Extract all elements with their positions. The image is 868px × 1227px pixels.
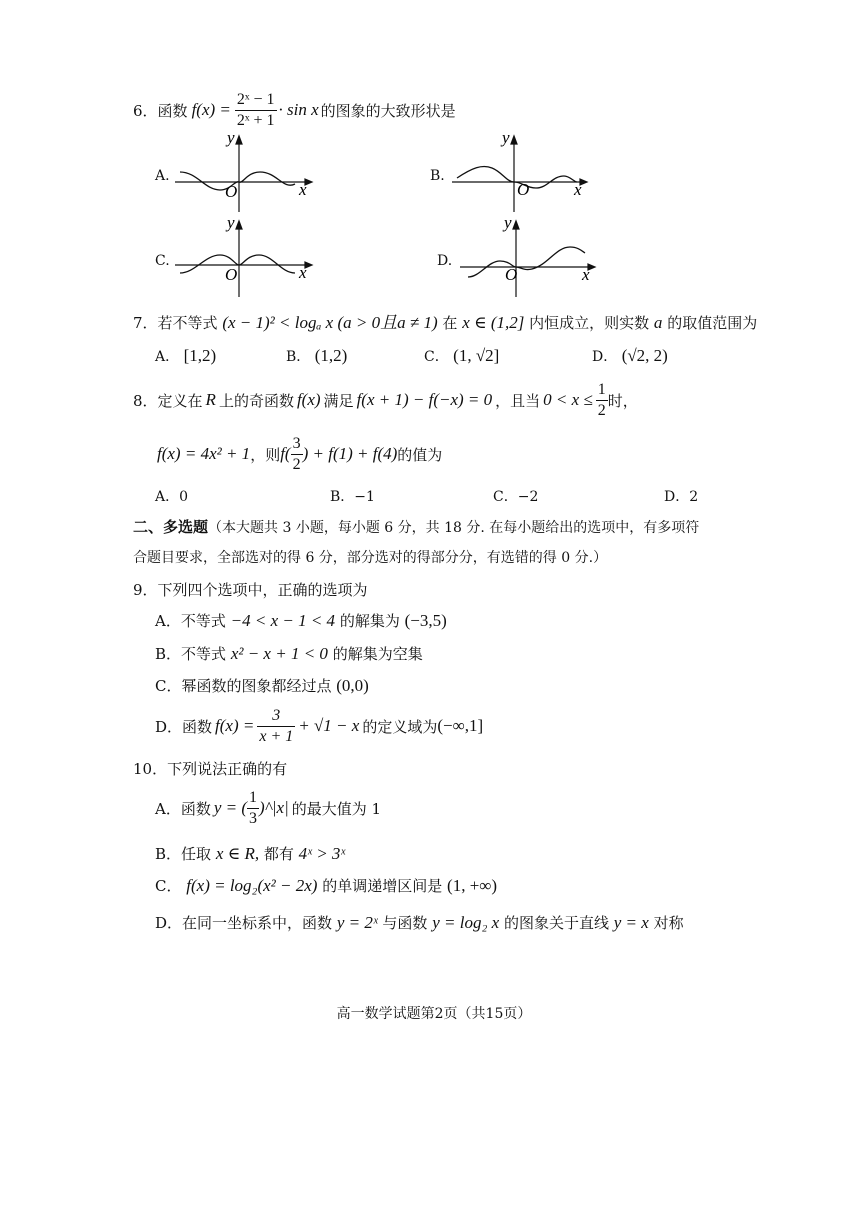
- page-footer: 高一数学试题第2页（共15页）: [336, 1006, 532, 1022]
- q8-text-b: 上的奇函数: [218, 391, 294, 410]
- q8-l2-frac-d: 2: [292, 455, 301, 473]
- q8-l2-math-a: f(x) = 4x² + 1: [157, 444, 251, 463]
- q7-option-a: [155, 346, 216, 366]
- graph-a-axes: [175, 136, 312, 212]
- q7-opt-d-value: (√2, 2): [621, 346, 668, 365]
- q8-option-c: C．−2: [493, 489, 539, 505]
- q7-opt-d-label: D．: [592, 349, 618, 365]
- q6-graph-a: [175, 130, 315, 215]
- q8-line2: [157, 432, 442, 476]
- q6-graph-b: [452, 130, 592, 215]
- section2-line1: [133, 516, 699, 537]
- q7-math-b: x ∈ (1,2]: [462, 313, 525, 332]
- q6-pre: 函数: [157, 101, 188, 120]
- graph-c-origin: O: [225, 265, 238, 284]
- graph-d-origin: O: [505, 265, 518, 284]
- section2-desc1: （本大题共 3 小题，每小题 6 分，共 18 分. 在每小题给出的选项中，有多项符: [208, 520, 700, 536]
- q9-option-d: [155, 704, 483, 748]
- section2-line2: 合题目要求，全部选对的得 6 分，部分选对的得部分分，有选错的得 0 分.）: [133, 550, 608, 566]
- q8-frac-n: 1: [596, 380, 608, 401]
- q10-a-math: y = (: [213, 798, 248, 817]
- q9-b-math: x² − x + 1 < 0: [230, 644, 328, 663]
- q6-frac-den: 2ˣ + 1: [236, 111, 275, 129]
- q8-math-d: 0 < x ≤: [543, 390, 593, 409]
- q10-option-b: [155, 843, 345, 864]
- q7-stem: [133, 308, 757, 333]
- graph-c-x: x: [299, 263, 307, 282]
- q8-l2-text-a: ，则: [250, 445, 281, 464]
- q10-a-math2: )^|x|: [259, 798, 289, 817]
- q8-text-e: 时，: [607, 391, 638, 410]
- q9-b-post: 的解集为空集: [332, 645, 423, 663]
- q8-text-c: 满足: [323, 391, 354, 410]
- q10-c-math2: (1, +∞): [447, 876, 498, 895]
- section2-title: 二、多选题: [133, 518, 209, 536]
- q8-option-d: D．2: [664, 489, 699, 505]
- graph-c-y: y: [227, 215, 235, 232]
- q9-option-a: [155, 610, 447, 631]
- q10-option-c: [155, 875, 497, 896]
- q10-d-math: y = 2ˣ: [336, 913, 378, 932]
- q8-frac-d: 2: [597, 401, 606, 419]
- q10-a-frac-d: 3: [249, 809, 258, 827]
- graph-b-x: x: [574, 180, 582, 199]
- q10-c-math: f(x) = log₂(x² − 2x): [186, 876, 318, 895]
- q10-option-a: [155, 786, 381, 830]
- q10-d-mid2: 的图象关于直线: [503, 914, 609, 932]
- q6-number: 6．: [133, 101, 158, 120]
- q10-stem: 10．下列说法正确的有: [133, 760, 288, 778]
- q10-a-post: 的最大值为 1: [291, 799, 382, 818]
- q10-b-pre: B．任取: [155, 845, 212, 863]
- q9-d-frac: [257, 706, 295, 747]
- q10-b-mid: 都有: [263, 845, 294, 863]
- q9-a-math: −4 < x − 1 < 4: [230, 611, 336, 630]
- q9-b-pre: B．不等式: [155, 645, 227, 663]
- q6-post: 的图象的大致形状是: [320, 101, 456, 120]
- graph-d-y: y: [504, 215, 512, 232]
- graph-b-y: y: [502, 130, 510, 147]
- q9-a-pre: A．不等式: [155, 612, 226, 630]
- q6-stem: [133, 90, 456, 130]
- q9-d-pre: D．函数: [155, 717, 213, 736]
- graph-a-y: y: [227, 130, 235, 147]
- q8-l2-text-b: 的值为: [397, 445, 443, 464]
- q6-func: f(x) =: [191, 100, 231, 119]
- graph-a-curve: [180, 172, 295, 190]
- q10-c-pre: C．: [155, 877, 182, 895]
- q10-a-frac: [247, 788, 259, 829]
- q9-d-math2: + √1 − x: [298, 716, 360, 735]
- graph-a-origin: O: [225, 182, 238, 201]
- q7-text-b: 在: [442, 314, 458, 332]
- q10-a-frac-n: 1: [247, 788, 259, 809]
- q9-option-c: [155, 675, 369, 696]
- q9-d-math3: (−∞,1]: [437, 716, 484, 735]
- q6-post-math: · sin x: [278, 100, 319, 119]
- q8-frac: [596, 380, 608, 421]
- q8-l2-frac: [291, 434, 303, 475]
- q7-text-a: 7．若不等式: [133, 314, 218, 332]
- q7-opt-b-value: (1,2): [314, 346, 348, 365]
- q9-d-math: f(x) =: [215, 716, 255, 735]
- q8-math-b: f(x): [296, 390, 321, 409]
- q8-text-d: ，且当: [495, 391, 541, 410]
- q6-fraction: [235, 90, 277, 131]
- q8-math-c: f(x + 1) − f(−x) = 0: [356, 390, 493, 409]
- q7-math-a: (x − 1)² < logₐ x (a > 0且a ≠ 1): [222, 313, 438, 332]
- q10-d-mid: 与函数: [382, 914, 428, 932]
- q8-line1: [133, 378, 638, 422]
- q9-d-mid: 的定义域为: [362, 717, 438, 736]
- q7-option-b: [286, 346, 347, 366]
- q10-a-pre: A．函数: [155, 799, 211, 818]
- q8-l2-math-b: f(: [280, 444, 291, 463]
- q8-l2-frac-n: 3: [291, 434, 303, 455]
- q6-graph-c: [175, 215, 315, 300]
- graph-c-curve: [180, 255, 295, 273]
- q10-c-mid: 的单调递增区间是: [322, 877, 443, 895]
- q8-option-b: B．−1: [330, 489, 375, 505]
- q9-c-pre: C．幂函数的图象都经过点: [155, 677, 332, 695]
- q7-math-c: a: [653, 313, 663, 332]
- q9-stem: 9．下列四个选项中，正确的选项为: [133, 581, 368, 599]
- q9-d-frac-n: 3: [257, 706, 295, 727]
- q6-option-c-label: C.: [155, 253, 170, 269]
- q7-text-d: 的取值范围为: [667, 314, 758, 332]
- q6-frac-num: 2ˣ − 1: [235, 90, 277, 111]
- q9-c-math: (0,0): [336, 676, 369, 695]
- q10-d-math3: y = x: [613, 913, 649, 932]
- q10-d-post: 对称: [653, 914, 684, 932]
- graph-a-x: x: [299, 180, 307, 199]
- graph-d-x: x: [582, 265, 590, 284]
- q10-d-math2: y = log₂ x: [432, 913, 500, 932]
- q7-opt-c-label: C．: [424, 349, 449, 365]
- q7-option-c: [424, 346, 499, 366]
- q6-graph-d: [460, 215, 600, 300]
- graph-b-origin: O: [517, 180, 530, 199]
- q10-d-pre: D．在同一坐标系中，函数: [155, 914, 333, 932]
- q8-option-a: A．0: [155, 489, 189, 505]
- q8-math-a: R: [205, 390, 216, 409]
- q10-b-math: x ∈ R,: [215, 844, 260, 863]
- q6-option-d-label: D.: [437, 253, 453, 269]
- q10-b-math2: 4ˣ > 3ˣ: [298, 844, 346, 863]
- q7-option-d: [592, 346, 668, 366]
- q7-opt-a-label: A．: [155, 349, 180, 365]
- q7-opt-b-label: B．: [286, 349, 311, 365]
- q6-option-a-label: A.: [155, 168, 170, 184]
- graph-d-curve: [468, 247, 585, 277]
- q9-a-math2: (−3,5): [404, 611, 447, 630]
- q9-a-mid: 的解集为: [339, 612, 400, 630]
- q9-option-b: [155, 643, 423, 664]
- q7-opt-a-value: [1,2): [183, 346, 217, 365]
- q10-option-d: [155, 912, 684, 933]
- q8-text-a: 8．定义在: [133, 391, 203, 410]
- q6-option-b-label: B.: [430, 168, 445, 184]
- q9-d-frac-d: x + 1: [259, 727, 294, 745]
- q8-l2-math-c: ) + f(1) + f(4): [302, 444, 398, 463]
- q7-text-c: 内恒成立，则实数: [529, 314, 650, 332]
- q7-opt-c-value: (1, √2]: [453, 346, 500, 365]
